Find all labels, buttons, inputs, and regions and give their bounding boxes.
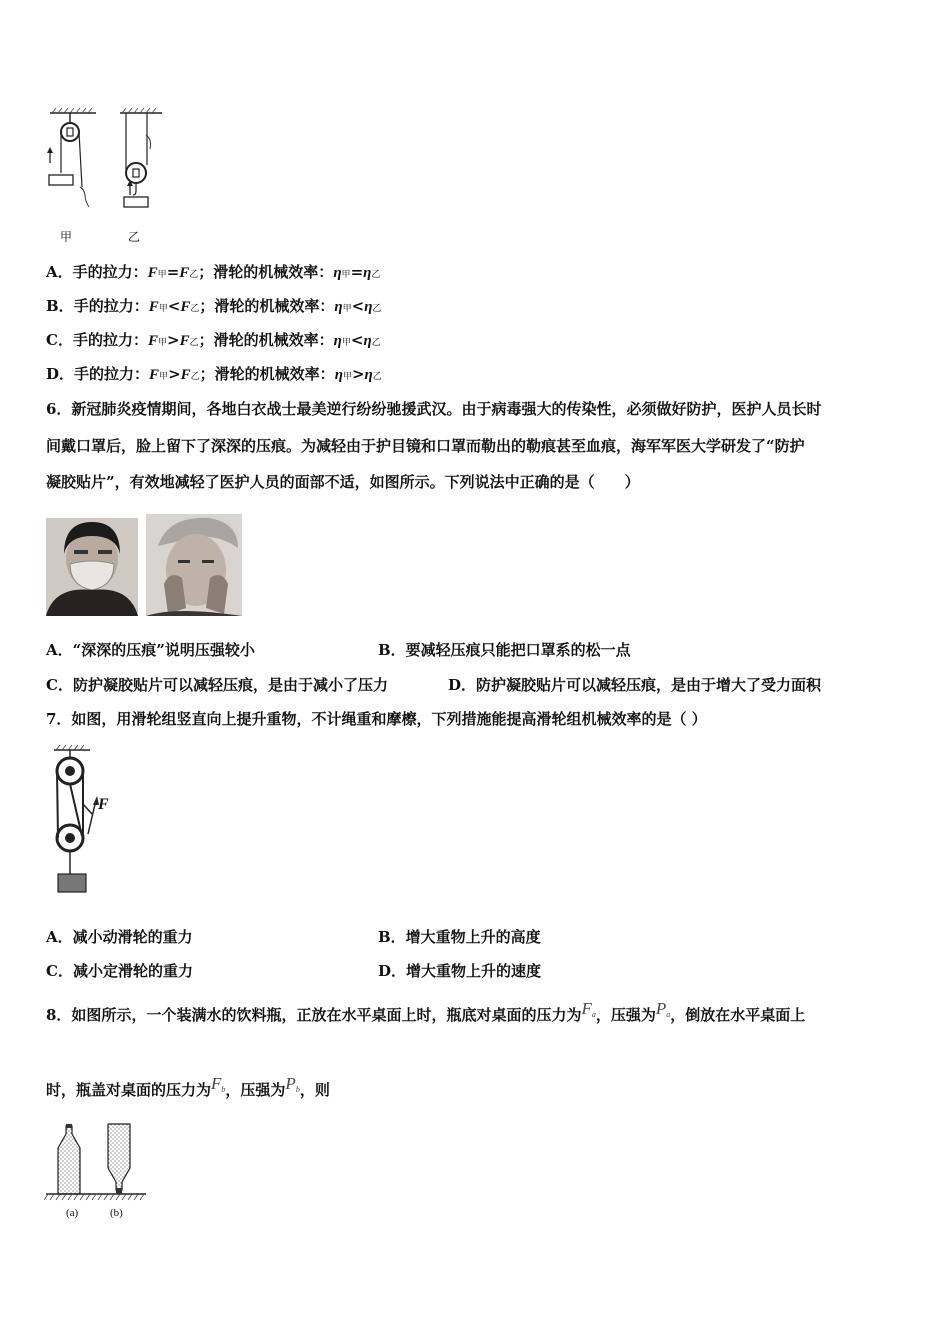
q8-stem-line1: 8．如图所示，一个装满水的饮料瓶，正放在水平桌面上时，瓶底对桌面的压力为Fa，压强为Pa，倒放在水平桌面上 xyxy=(46,999,806,1024)
math-pa: Pa xyxy=(655,999,671,1019)
force-label-f: F xyxy=(98,796,109,813)
q7-option-a[interactable]: A．减小动滑轮的重力 xyxy=(46,928,193,946)
q6-stem-line3: 凝胶贴片”，有效地减轻了医护人员的面部不适，如图所示。下列说法中正确的是（ ） xyxy=(46,473,640,491)
q7-option-d[interactable]: D．增大重物上升的速度 xyxy=(378,962,542,980)
bottle-label-b: (b) xyxy=(110,1207,123,1219)
figure-label-jia: 甲 xyxy=(60,230,73,244)
q7-stem: 7．如图，用滑轮组竖直向上提升重物，不计绳重和摩檫，下列措施能提高滑轮组机械效率的是（ ） xyxy=(46,710,707,728)
q6-option-a[interactable]: A．“深深的压痕”说明压强较小 xyxy=(46,641,255,659)
q6-stem-line1: 6．新冠肺炎疫情期间，各地白衣战士最美逆行纷纷驰援武汉。由于病毒强大的传染性，必须做好防护，医护人员长时 xyxy=(46,400,822,418)
math-pb: Pb xyxy=(285,1074,300,1094)
q5-option-d[interactable]: D．手的拉力：F甲>F乙；滑轮的机械效率：η甲>η乙 xyxy=(46,365,382,383)
pulley-figure-jia-yi xyxy=(44,105,164,227)
q8-stem-line2: 时，瓶盖对桌面的压力为Fb，压强为Pb，则 xyxy=(46,1074,330,1099)
q5-option-b[interactable]: B．手的拉力：F甲<F乙；滑轮的机械效率：η甲<η乙 xyxy=(46,297,382,315)
q7-option-b[interactable]: B．增大重物上升的高度 xyxy=(378,928,541,946)
q6-stem-line2: 间戴口罩后，脸上留下了深深的压痕。为减轻由于护目镜和口罩而勒出的勒痕甚至血痕，海军军医大学研发了“防护 xyxy=(46,437,805,455)
q5-option-a[interactable]: A．手的拉力：F甲=F乙；滑轮的机械效率：η甲=η乙 xyxy=(46,263,381,281)
figure-label-yi: 乙 xyxy=(128,230,141,244)
q6-option-d[interactable]: D．防护凝胶贴片可以减轻压痕，是由于增大了受力面积 xyxy=(448,676,822,694)
bottle-label-a: (a) xyxy=(66,1207,79,1219)
math-fb: Fb xyxy=(211,1074,226,1094)
bottle-figure xyxy=(44,1122,148,1202)
math-fa: Fa xyxy=(581,999,596,1019)
q7-option-c[interactable]: C．减小定滑轮的重力 xyxy=(46,962,193,980)
q6-option-c[interactable]: C．防护凝胶贴片可以减轻压痕，是由于减小了压力 xyxy=(46,676,388,694)
q5-option-c[interactable]: C．手的拉力：F甲>F乙；滑轮的机械效率：η甲<η乙 xyxy=(46,331,381,349)
medical-staff-photos xyxy=(46,514,242,616)
pulley-block-figure xyxy=(50,744,120,896)
q6-option-b[interactable]: B．要减轻压痕只能把口罩系的松一点 xyxy=(378,641,631,659)
